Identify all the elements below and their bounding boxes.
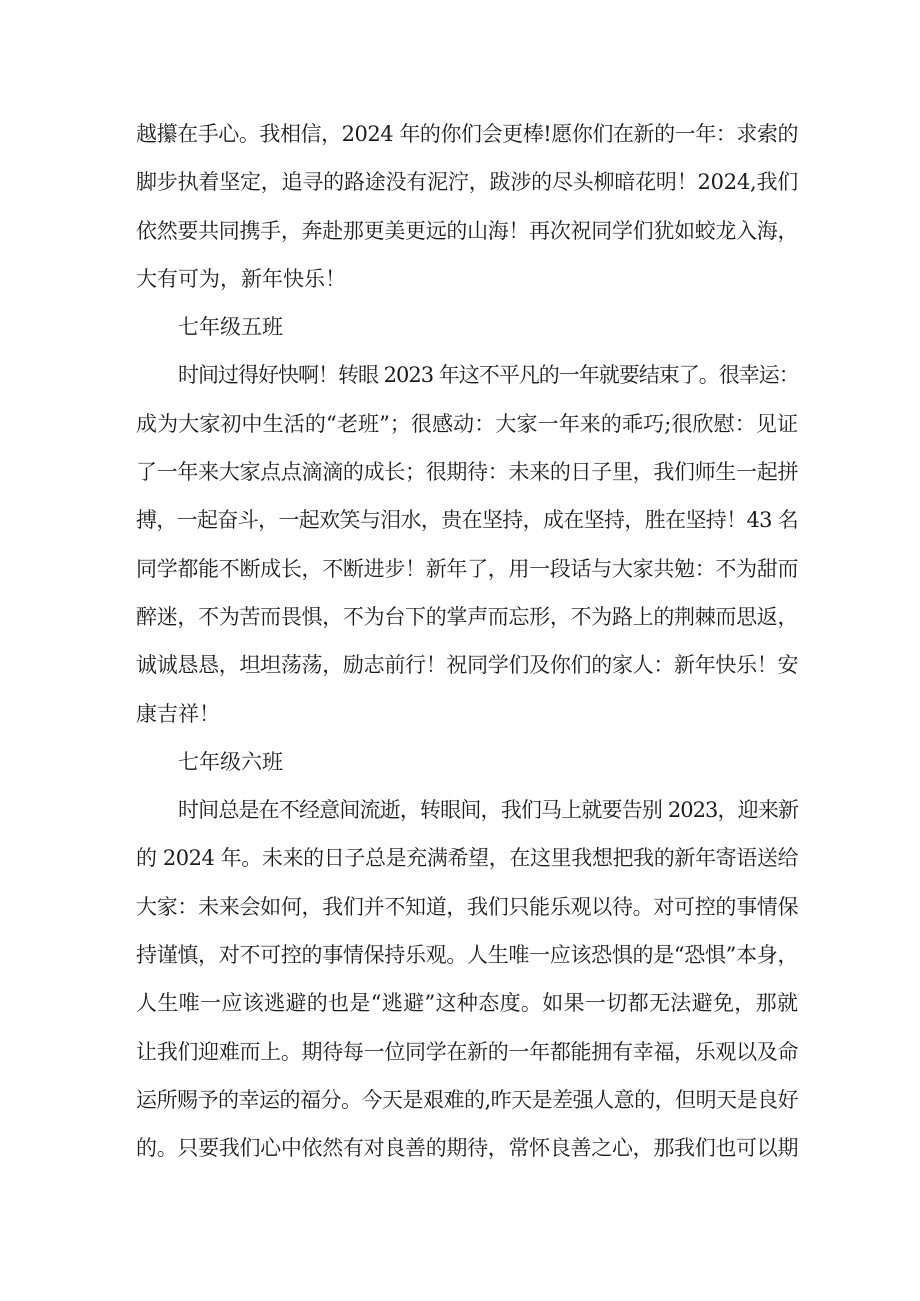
paragraph-line: 脚步执着坚定，追寻的路途没有泥泞，跋涉的尽头柳暗花明！2024,我们 bbox=[136, 170, 798, 195]
paragraph-line: 同学都能不断成长，不断进步！新年了，用一段话与大家共勉：不为甜而 bbox=[136, 556, 798, 581]
paragraph-line: 持谨慎，对不可控的事情保持乐观。人生唯一应该恐惧的是“恐惧”本身， bbox=[136, 943, 798, 968]
paragraph-line: 的。只要我们心中依然有对良善的期待，常怀良善之心，那我们也可以期 bbox=[136, 1136, 798, 1161]
paragraph-line: 人生唯一应该逃避的也是“逃避”这种态度。如果一切都无法避免，那就 bbox=[136, 991, 798, 1016]
paragraph-line: 让我们迎难而上。期待每一位同学在新的一年都能拥有幸福，乐观以及命 bbox=[136, 1039, 798, 1064]
paragraph-line: 大有可为，新年快乐！ bbox=[136, 266, 346, 291]
paragraph-line: 诚诚恳恳，坦坦荡荡，励志前行！祝同学们及你们的家人：新年快乐！安 bbox=[136, 653, 798, 678]
paragraph-line: 运所赐予的幸运的福分。今天是艰难的,昨天是差强人意的，但明天是良好 bbox=[136, 1087, 799, 1112]
paragraph-line: 了一年来大家点点滴滴的成长；很期待：未来的日子里，我们师生一起拼 bbox=[136, 460, 798, 485]
document-page bbox=[136, 110, 798, 1173]
paragraph-line: 时间过得好快啊！转眼 2023 年这不平凡的一年就要结束了。很幸运： bbox=[178, 363, 799, 388]
paragraph-line: 时间总是在不经意间流逝，转眼间，我们马上就要告别 2023，迎来新 bbox=[178, 798, 798, 823]
paragraph-line: 康吉祥！ bbox=[136, 701, 220, 726]
section-heading-class-5: 七年级五班 bbox=[178, 315, 283, 340]
paragraph-line: 越攥在手心。我相信，2024 年的你们会更棒!愿你们在新的一年：求索的 bbox=[136, 122, 798, 146]
paragraph-line: 的 2024 年。未来的日子总是充满希望，在这里我想把我的新年寄语送给 bbox=[136, 846, 798, 871]
paragraph-line: 醉迷，不为苦而畏惧，不为台下的掌声而忘形，不为路上的荆棘而思返， bbox=[136, 604, 798, 629]
paragraph-line: 大家：未来会如何，我们并不知道，我们只能乐观以待。对可控的事情保 bbox=[136, 894, 798, 919]
paragraph-line: 依然要共同携手，奔赴那更美更远的山海！再次祝同学们犹如蛟龙入海， bbox=[136, 218, 798, 243]
paragraph-line: 搏，一起奋斗，一起欢笑与泪水，贵在坚持，成在坚持，胜在坚持！43 名 bbox=[136, 508, 798, 533]
section-heading-class-6: 七年级六班 bbox=[178, 749, 283, 774]
paragraph-line: 成为大家初中生活的“老班”；很感动：大家一年来的乖巧;很欣慰：见证 bbox=[136, 411, 798, 436]
